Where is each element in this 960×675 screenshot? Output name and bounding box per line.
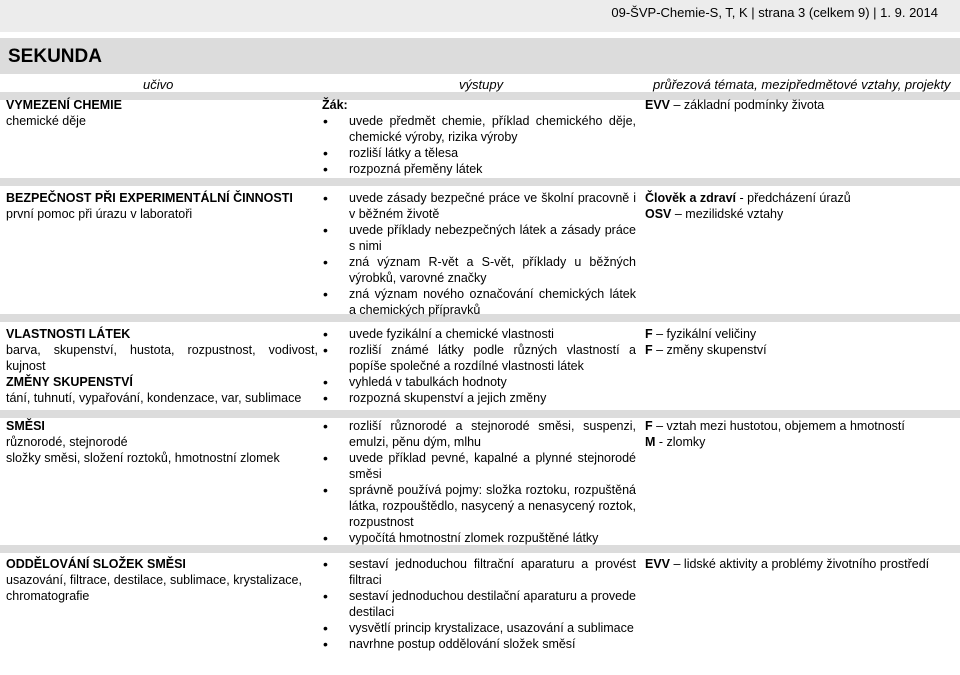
cross-text: – fyzikální veličiny (652, 327, 757, 341)
list-item: • správně používá pojmy: složka roztoku, rozpuštěná látka, rozpouštědlo, nasycený a nenasycený roztok, rozpustnost (349, 482, 636, 530)
column-header-prurezova: průřezová témata, mezipředmětové vztahy, projekty (653, 77, 951, 92)
cross-text: - zlomky (655, 435, 706, 449)
cross-text: – základní podmínky života (670, 98, 825, 112)
topic-heading: VLASTNOSTI LÁTEK (6, 327, 131, 341)
cross-cell (645, 97, 955, 113)
cross-code: F (645, 327, 653, 341)
topic-line: barva, skupenství, hustota, rozpustnost, vodivost, kujnost (6, 343, 318, 373)
outcome-list (322, 326, 636, 406)
list-item: • uvede příklad pevné, kapalné a plynné stejnorodé směsi (349, 450, 636, 482)
list-item: • zná význam nového označování chemických látek a chemických přípravků (349, 286, 636, 318)
topic-heading: VYMEZENÍ CHEMIE (6, 98, 122, 112)
outcome-list (322, 418, 636, 546)
list-item: • rozliší látky a tělesa (349, 145, 636, 161)
cross-code: M (645, 435, 656, 449)
cross-line (645, 206, 955, 222)
list-item: • uvede předmět chemie, příklad chemického děje, chemické výroby, rizika výroby (349, 113, 636, 145)
outcomes-cell (322, 418, 636, 546)
topic-line: první pomoc při úrazu v laboratoři (6, 207, 193, 221)
cross-cell (645, 418, 955, 450)
list-item: • uvede zásady bezpečné práce ve školní pracovně i v běžném životě (349, 190, 636, 222)
outcome-list (322, 113, 636, 177)
cross-text: – mezilidské vztahy (671, 207, 784, 221)
cross-cell (645, 556, 955, 572)
cross-line (645, 342, 955, 358)
cross-line (645, 326, 955, 342)
cross-cell (645, 326, 955, 358)
cross-code: OSV (645, 207, 672, 221)
outcome-list (322, 190, 636, 318)
column-header-ucivo: učivo (143, 77, 174, 92)
page-title: SEKUNDA (8, 46, 102, 67)
cross-line (645, 418, 955, 434)
list-item: • rozpozná přeměny látek (349, 161, 636, 177)
list-item: • vypočítá hmotnostní zlomek rozpuštěné látky (349, 530, 636, 546)
separator (0, 410, 960, 418)
separator (0, 545, 960, 553)
cross-line (645, 434, 955, 450)
cross-code: F (645, 419, 653, 433)
topic-cell (6, 418, 318, 466)
list-item: • sestaví jednoduchou filtrační aparaturu a provést filtraci (349, 556, 636, 588)
list-item: • navrhne postup oddělování složek směsí (349, 636, 636, 652)
list-item: • sestaví jednoduchou destilační aparaturu a provede destilaci (349, 588, 636, 620)
outcomes-cell (322, 326, 636, 406)
topic-line: různorodé, stejnorodé (6, 435, 128, 449)
topic-line: chemické děje (6, 114, 86, 128)
list-item: • rozpozná skupenství a jejich změny (349, 390, 636, 406)
cross-text: – vztah mezi hustotou, objemem a hmotností (652, 419, 905, 433)
cross-line (645, 556, 955, 572)
list-item: • zná význam R-vět a S-vět, příklady u běžných výrobků, varovné značky (349, 254, 636, 286)
outcomes-cell (322, 556, 636, 652)
separator (0, 178, 960, 186)
cross-text: – změny skupenství (652, 343, 767, 357)
cross-line (645, 190, 955, 206)
outcomes-cell (322, 97, 636, 177)
list-item: • rozliší známé látky podle různých vlastností a popíše společné a rozdílné vlastnosti látek (349, 342, 636, 374)
cross-code: EVV (645, 557, 671, 571)
topic-heading: BEZPEČNOST PŘI EXPERIMENTÁLNÍ ČINNOSTI (6, 191, 293, 205)
topic-heading: ODDĚLOVÁNÍ SLOŽEK SMĚSI (6, 557, 186, 571)
list-item: • uvede příklady nebezpečných látek a zásady práce s nimi (349, 222, 636, 254)
column-header-vystupy: výstupy (459, 77, 504, 92)
topic-heading: ZMĚNY SKUPENSTVÍ (6, 375, 133, 389)
title-bar (0, 38, 960, 74)
topic-line: tání, tuhnutí, vypařování, kondenzace, var, sublimace (6, 391, 302, 405)
topic-line: usazování, filtrace, destilace, sublimace, krystalizace, chromatografie (6, 573, 302, 603)
list-item: • vysvětlí princip krystalizace, usazování a sublimace (349, 620, 636, 636)
outcomes-cell (322, 190, 636, 318)
cross-code: EVV (645, 98, 671, 112)
topic-line: složky směsi, složení roztoků, hmotnostní zlomek (6, 451, 280, 465)
topic-heading: SMĚSI (6, 419, 45, 433)
topic-cell (6, 97, 318, 129)
cross-line (645, 97, 955, 113)
page-info: 09-ŠVP-Chemie-S, T, K | strana 3 (celkem 9) | 1. 9. 2014 (611, 5, 938, 20)
topic-cell (6, 556, 318, 604)
cross-cell (645, 190, 955, 222)
cross-text: – lidské aktivity a problémy životního prostředí (670, 557, 930, 571)
list-item: • uvede fyzikální a chemické vlastnosti (349, 326, 636, 342)
student-label: Žák: (322, 98, 348, 112)
cross-code: F (645, 343, 653, 357)
topic-cell (6, 190, 318, 222)
topic-cell (6, 326, 318, 406)
top-bar (0, 0, 960, 32)
list-item: • rozliší různorodé a stejnorodé směsi, suspenzi, emulzi, pěnu dým, mlhu (349, 418, 636, 450)
outcome-list (322, 556, 636, 652)
cross-code: Člověk a zdraví (645, 191, 737, 205)
list-item: • vyhledá v tabulkách hodnoty (349, 374, 636, 390)
cross-text: - předcházení úrazů (736, 191, 851, 205)
